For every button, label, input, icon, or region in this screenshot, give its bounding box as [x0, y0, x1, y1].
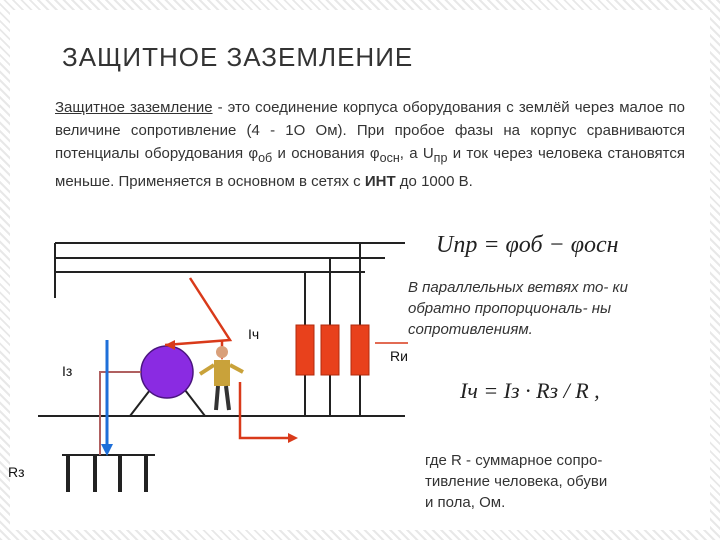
- fault-current-path: [165, 278, 230, 345]
- insulation-resistors: [296, 325, 369, 375]
- label-ground-current: Iз: [62, 363, 73, 379]
- ground-electrodes: [68, 455, 146, 492]
- resistor-3: [351, 325, 369, 375]
- definition-term: Защитное заземление: [55, 99, 213, 116]
- resistor-2: [321, 325, 339, 375]
- person-arm-left: [200, 365, 214, 374]
- person-leg-left: [216, 386, 218, 410]
- equipment-body: [141, 346, 193, 398]
- return-current-path: [240, 382, 290, 438]
- para-sub-1: об: [258, 151, 273, 165]
- page-title: ЗАЩИТНОЕ ЗАЗЕМЛЕНИЕ: [62, 42, 414, 72]
- return-current-arrow: [288, 433, 298, 443]
- para-text-4: и ток через человека становятся меньше. Применяется в основном в сетях с: [55, 145, 685, 190]
- voltage-formula: Uпр = φоб − φосн: [436, 232, 619, 258]
- para-text-3: , а U: [399, 145, 434, 162]
- resistor-1: [296, 325, 314, 375]
- person-leg-right: [226, 386, 229, 410]
- label-insulation-resistance: Rи: [390, 348, 408, 364]
- para-text-1: - это соединение корпуса оборудования с землёй через малое по величине сопротивление (4 - 1О Ом). При пробое фазы на корпус сравниваются потенциалы оборудования φ: [55, 99, 685, 162]
- para-sub-2: осн: [379, 151, 400, 165]
- label-ground-resistance: Rз: [8, 464, 25, 480]
- person-arm-right: [230, 365, 243, 372]
- person-head: [216, 346, 228, 358]
- label-human-current: Iч: [248, 326, 260, 342]
- current-formula: Iч = Iз · Rз / R ,: [460, 378, 600, 403]
- resistance-note: где R - суммарное сопро- тивление человека, обуви и пола, Ом.: [425, 452, 608, 511]
- para-bold: ИНТ: [364, 173, 396, 190]
- para-text-2: и основания φ: [272, 145, 380, 162]
- equipment-leg-left: [130, 390, 150, 416]
- person-torso: [214, 360, 230, 386]
- para-text-5: до 1000 В.: [395, 173, 473, 190]
- equipment-leg-right: [185, 390, 205, 416]
- person-figure: [200, 346, 243, 410]
- parallel-branches-note: В параллельных ветвях то- ки обратно пропорциональ- ны сопротивлениям.: [408, 279, 628, 338]
- para-sub-3: пр: [433, 151, 448, 165]
